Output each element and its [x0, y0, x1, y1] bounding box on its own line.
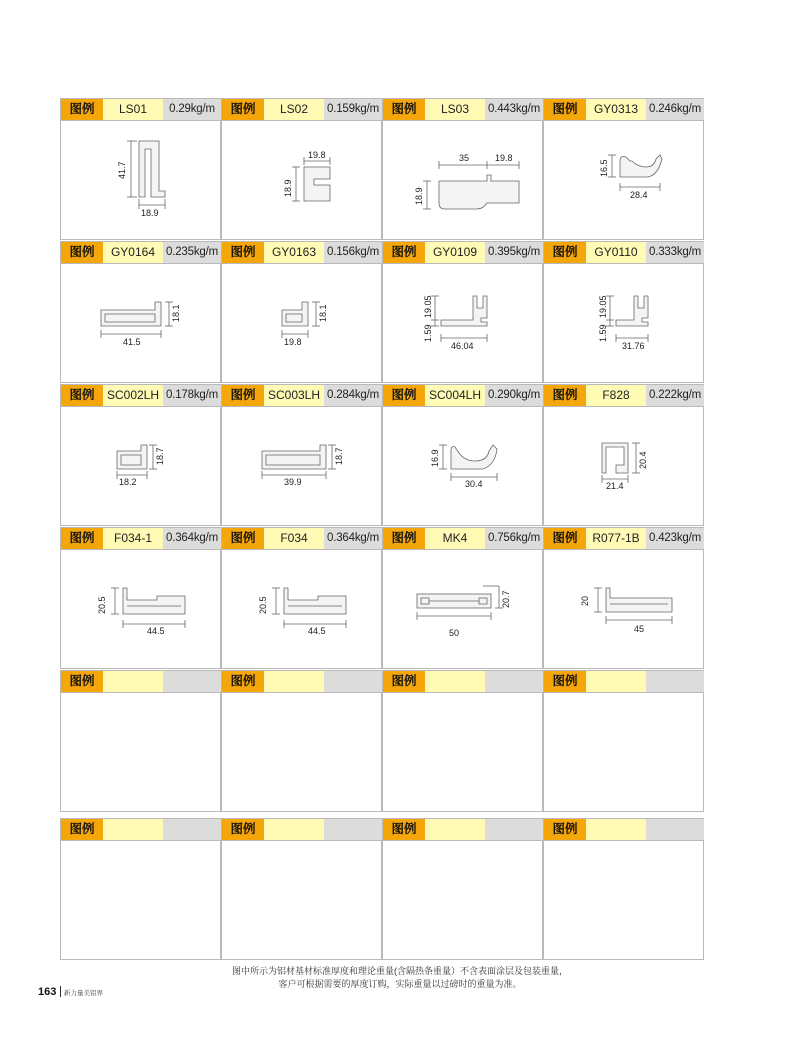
profile-code	[586, 819, 646, 840]
profile-cell-empty	[221, 818, 382, 960]
legend-tag: 图例	[544, 99, 586, 120]
profile-cell-empty	[60, 670, 221, 812]
legend-tag: 图例	[61, 819, 103, 840]
dim-label: 41.5	[123, 337, 141, 347]
legend-tag: 图例	[544, 671, 586, 692]
profile-code	[586, 671, 646, 692]
profile-code: GY0164	[103, 242, 163, 263]
footnote-line-2: 客户可根据需要的厚度订购，实际重量以过磅时的重量为准。	[278, 979, 522, 989]
profile-weight: 0.364kg/m	[163, 528, 221, 549]
profile-code: LS02	[264, 99, 324, 120]
footnote-line-1: 图中所示为铝材基材标准厚度和理论重量(含隔热条重量）不含表面涂层及包装重量，	[232, 966, 568, 976]
profile-drawing	[544, 550, 703, 668]
profile-cell-r077-1b	[543, 527, 704, 669]
dim-label: 45	[634, 624, 645, 634]
legend-tag: 图例	[544, 242, 586, 263]
profile-code	[103, 819, 163, 840]
profile-code: GY0163	[264, 242, 324, 263]
page-number-divider	[60, 986, 61, 997]
legend-tag: 图例	[383, 242, 425, 263]
profile-weight	[485, 671, 543, 692]
legend-tag: 图例	[383, 99, 425, 120]
profile-code: F034	[264, 528, 324, 549]
dim-label: 21.4	[606, 481, 624, 491]
profile-code: R077-1B	[586, 528, 646, 549]
dim-label: 1.59	[598, 324, 608, 342]
profile-drawing	[383, 121, 542, 239]
legend-tag: 图例	[222, 819, 264, 840]
profile-code	[264, 671, 324, 692]
legend-tag: 图例	[544, 819, 586, 840]
legend-tag: 图例	[383, 385, 425, 406]
profile-cell-empty	[221, 670, 382, 812]
profile-weight: 0.159kg/m	[324, 99, 382, 120]
profile-drawing	[61, 550, 220, 668]
profile-drawing	[383, 407, 542, 525]
legend-tag: 图例	[61, 528, 103, 549]
dim-label: 18.2	[119, 477, 137, 487]
profile-row-empty	[60, 670, 708, 812]
profile-drawing	[383, 264, 542, 382]
profile-row	[60, 241, 708, 383]
profile-row-empty	[60, 818, 708, 960]
profile-cell-empty	[543, 670, 704, 812]
dim-label: 28.4	[630, 190, 648, 200]
profile-code: LS03	[425, 99, 485, 120]
legend-tag: 图例	[222, 528, 264, 549]
profile-cell-gy0164	[60, 241, 221, 383]
profile-row	[60, 527, 708, 669]
profile-cell-gy0163	[221, 241, 382, 383]
profile-drawing	[544, 121, 703, 239]
profile-cell-ls03	[382, 98, 543, 240]
dim-label: 20.4	[638, 451, 648, 469]
dim-label: 19.05	[423, 295, 433, 318]
profile-weight	[163, 671, 221, 692]
dim-label: 50	[449, 628, 460, 638]
profile-code: F034-1	[103, 528, 163, 549]
dim-label: 16.5	[599, 159, 609, 177]
dim-label: 19.05	[598, 295, 608, 318]
profile-weight: 0.290kg/m	[485, 385, 543, 406]
profile-weight: 0.284kg/m	[324, 385, 382, 406]
profile-cell-empty	[543, 818, 704, 960]
profile-code	[425, 671, 485, 692]
profile-cell-f034	[221, 527, 382, 669]
legend-tag: 图例	[222, 671, 264, 692]
profile-cell-empty	[60, 818, 221, 960]
profile-weight	[324, 671, 382, 692]
profile-weight: 0.235kg/m	[163, 242, 221, 263]
profile-row	[60, 384, 708, 526]
profile-weight: 0.364kg/m	[324, 528, 382, 549]
profile-cell-gy0313	[543, 98, 704, 240]
dim-label: 18.1	[318, 304, 328, 322]
legend-tag: 图例	[61, 671, 103, 692]
profile-code: LS01	[103, 99, 163, 120]
dim-label: 44.5	[147, 626, 165, 636]
profile-weight: 0.333kg/m	[646, 242, 704, 263]
dim-label: 18.9	[414, 187, 424, 205]
profile-weight	[324, 819, 382, 840]
profile-drawing	[544, 264, 703, 382]
profile-drawing	[222, 264, 381, 382]
profile-code: SC003LH	[264, 385, 324, 406]
profile-cell-sc002lh	[60, 384, 221, 526]
profile-cell-ls02	[221, 98, 382, 240]
legend-tag: 图例	[383, 528, 425, 549]
profile-weight: 0.246kg/m	[646, 99, 704, 120]
profile-weight	[646, 819, 704, 840]
dim-label: 20.5	[258, 596, 268, 614]
legend-tag: 图例	[61, 242, 103, 263]
profile-code: F828	[586, 385, 646, 406]
profile-weight: 0.756kg/m	[485, 528, 543, 549]
profile-weight: 0.29kg/m	[163, 99, 221, 120]
profile-code: SC002LH	[103, 385, 163, 406]
legend-tag: 图例	[544, 528, 586, 549]
dim-label: 1.59	[423, 324, 433, 342]
profile-cell-mk4	[382, 527, 543, 669]
dim-label: 35	[459, 153, 470, 163]
legend-tag: 图例	[383, 819, 425, 840]
profile-cell-ls01	[60, 98, 221, 240]
dim-label: 19.8	[495, 153, 513, 163]
profile-code: SC004LH	[425, 385, 485, 406]
profile-cell-f034-1	[60, 527, 221, 669]
dim-label: 46.04	[451, 341, 474, 351]
profile-weight: 0.222kg/m	[646, 385, 704, 406]
dim-label: 18.7	[334, 447, 344, 465]
profile-drawing	[61, 121, 220, 239]
legend-tag: 图例	[61, 385, 103, 406]
dim-label: 30.4	[465, 479, 483, 489]
dim-label: 44.5	[308, 626, 326, 636]
dim-label: 39.9	[284, 477, 302, 487]
dim-label: 19.8	[284, 337, 302, 347]
profile-cell-gy0110	[543, 241, 704, 383]
dim-label: 20	[580, 595, 590, 606]
dim-label: 18.1	[171, 304, 181, 322]
dim-label: 20.5	[97, 596, 107, 614]
profile-cell-sc003lh	[221, 384, 382, 526]
profile-code	[103, 671, 163, 692]
profile-drawing	[222, 121, 381, 239]
profile-drawing	[222, 550, 381, 668]
dim-label: 18.9	[283, 179, 293, 197]
profile-code: GY0313	[586, 99, 646, 120]
page-number: 163	[38, 986, 57, 998]
profile-code: GY0110	[586, 242, 646, 263]
dim-label: 19.8	[308, 150, 326, 160]
legend-tag: 图例	[222, 99, 264, 120]
profile-weight	[646, 671, 704, 692]
profile-cell-gy0109	[382, 241, 543, 383]
profile-weight: 0.156kg/m	[324, 242, 382, 263]
dim-label: 18.9	[141, 208, 159, 218]
profile-code	[264, 819, 324, 840]
legend-tag: 图例	[61, 99, 103, 120]
profile-weight	[163, 819, 221, 840]
legend-tag: 图例	[222, 385, 264, 406]
dim-label: 16.9	[430, 449, 440, 467]
profile-cell-empty	[382, 670, 543, 812]
page-caption: 新力量美铝界	[64, 990, 103, 997]
profile-row	[60, 98, 708, 240]
legend-tag: 图例	[222, 242, 264, 263]
profile-drawing	[222, 407, 381, 525]
profile-weight: 0.395kg/m	[485, 242, 543, 263]
profile-cell-empty	[382, 818, 543, 960]
legend-tag: 图例	[383, 671, 425, 692]
profile-drawing	[61, 264, 220, 382]
profile-weight: 0.178kg/m	[163, 385, 221, 406]
profile-weight	[485, 819, 543, 840]
dim-label: 20.7	[501, 590, 511, 608]
profile-drawing	[383, 550, 542, 668]
profile-code: GY0109	[425, 242, 485, 263]
dim-label: 31.76	[622, 341, 645, 351]
profile-code: MK4	[425, 528, 485, 549]
profile-weight: 0.423kg/m	[646, 528, 704, 549]
profile-cell-f828	[543, 384, 704, 526]
legend-tag: 图例	[544, 385, 586, 406]
dim-label: 18.7	[155, 447, 165, 465]
profile-drawing	[544, 407, 703, 525]
profile-weight: 0.443kg/m	[485, 99, 543, 120]
profile-cell-sc004lh	[382, 384, 543, 526]
profile-code	[425, 819, 485, 840]
dim-label: 41.7	[117, 161, 127, 179]
profile-drawing	[61, 407, 220, 525]
